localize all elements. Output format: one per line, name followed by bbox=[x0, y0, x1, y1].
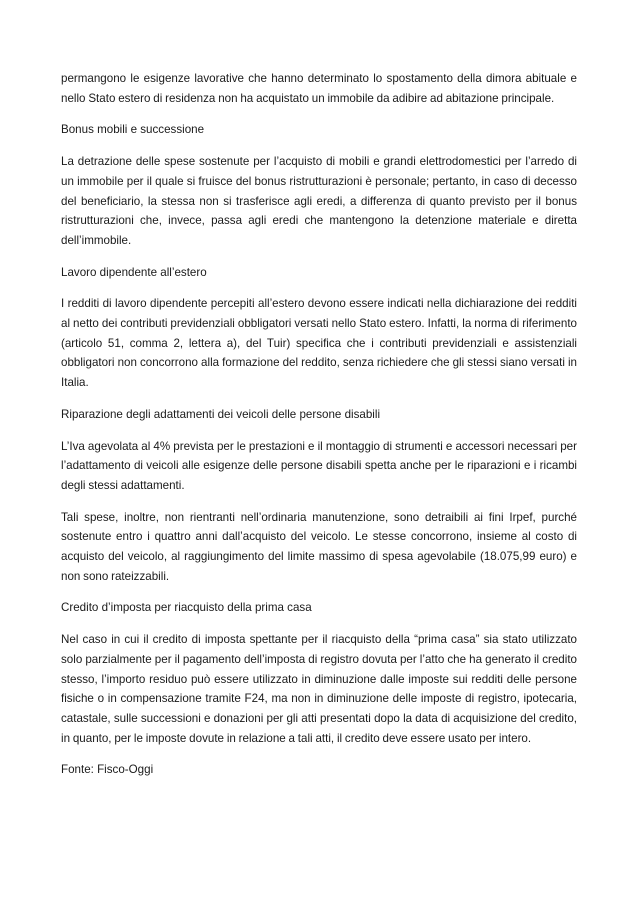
heading-veicoli-disabili: Riparazione degli adattamenti dei veicoli delle persone disabili bbox=[61, 407, 381, 421]
paragraph-veicoli-irpef: Tali spese, inoltre, non rientranti nell’ordinaria manutenzione, sono detraibili ai fini Irpef, purché sostenute entro i quattro anni dall’acquisto del veicolo. Le stesse concorrono, insieme al costo di acquisto del veicolo, al raggiungimento del limite massimo di spesa agevolabile (18.075,99 euro) e non sono rateizzabili. bbox=[61, 510, 577, 583]
paragraph-bonus-mobili: La detrazione delle spese sostenute per l’acquisto di mobili e grandi elettrodomestici per l’arredo di un immobile per il quale si fruisce del bonus ristrutturazioni è personale; pertanto, in caso di decesso del beneficiario, la stessa non si trasferisce agli eredi, a differenza di quanto previsto per il bonus ristrutturazioni che, invece, passa agli eredi che mantengono la detenzione materiale e diretta dell’immobile. bbox=[61, 155, 577, 247]
paragraph-credito-prima-casa: Nel caso in cui il credito di imposta spettante per il riacquisto della “prima casa” sia stato utilizzato solo parzialmente per il pagamento dell’imposta di registro dovuta per l’atto che ha generato il credito stesso, l’importo residuo può essere utilizzato in diminuzione dalle imposte sui redditi delle persone fisiche o in compensazione tramite F24, ma non in diminuzione delle imposte di registro, ipotecaria, catastale, sulle successioni e donazioni per gli atti presentati dopo la data di acquisizione del credito, in quanto, per le imposte dovute in relazione a tali atti, il credito deve essere usato per intero. bbox=[61, 633, 577, 745]
paragraph-veicoli-iva: L’Iva agevolata al 4% prevista per le prestazioni e il montaggio di strumenti e accessori necessari per l’adattamento di veicoli alle esigenze delle persone disabili spetta anche per le riparazioni e i ricambi degli stessi adattamenti. bbox=[61, 439, 577, 492]
paragraph-lavoro-estero: I redditi di lavoro dipendente percepiti all’estero devono essere indicati nella dichiarazione dei redditi al netto dei contributi previdenziali obbligatori versati nello Stato estero. Infatti, la norma di riferimento (articolo 51, comma 2, lettera a), del Tuir) specifica che i contributi previdenziali e assistenziali obbligatori non concorrono alla formazione del reddito, senza richiedere che gli stessi siano versati in Italia. bbox=[61, 297, 577, 390]
heading-lavoro-estero: Lavoro dipendente all’estero bbox=[61, 265, 207, 279]
source-attribution: Fonte: Fisco-Oggi bbox=[61, 763, 154, 777]
paragraph-intro: permangono le esigenze lavorative che hanno determinato lo spostamento della dimora abituale e nello Stato estero di residenza non ha acquistato un immobile da adibire ad abitazione principale. bbox=[61, 72, 577, 105]
heading-bonus-mobili: Bonus mobili e successione bbox=[61, 123, 205, 137]
document-page bbox=[61, 69, 577, 780]
heading-credito-prima-casa: Credito d’imposta per riacquisto della prima casa bbox=[61, 601, 312, 615]
